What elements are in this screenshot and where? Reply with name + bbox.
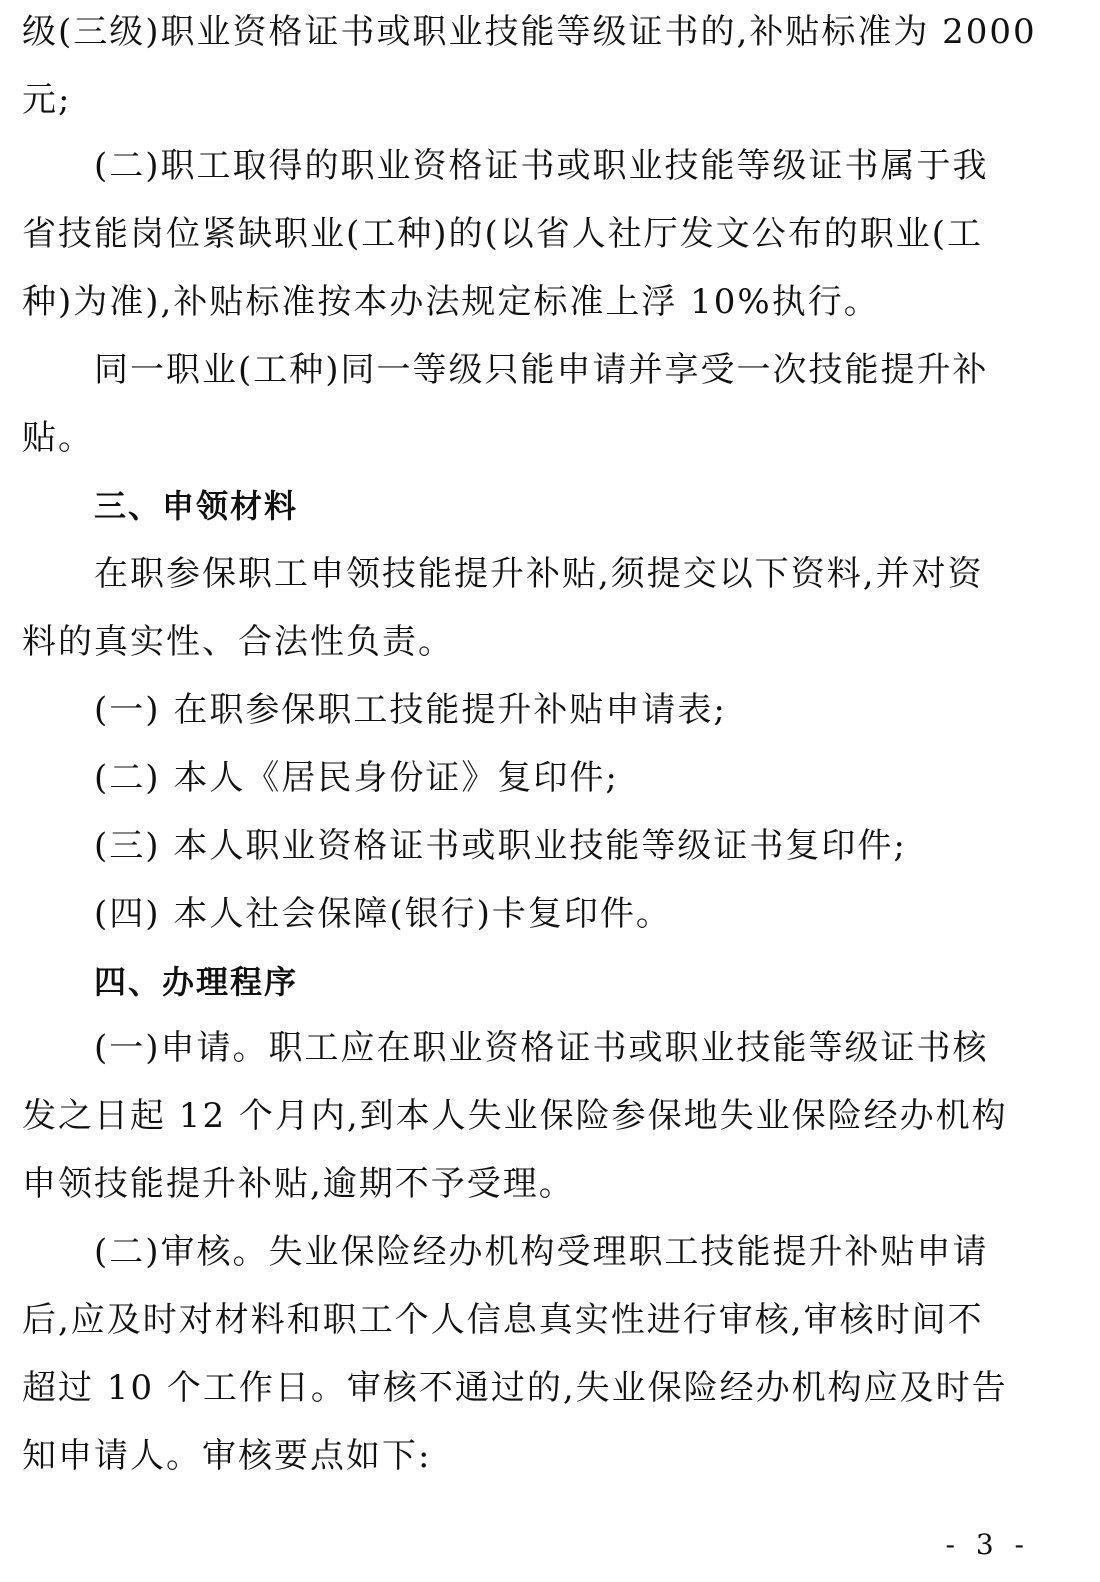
text-line: 知申请人。审核要点如下: xyxy=(22,1436,432,1476)
list-item: (三) 本人职业资格证书或职业技能等级证书复印件; xyxy=(94,826,907,866)
text-line: 种)为准),补贴标准按本办法规定标准上浮 10%执行。 xyxy=(22,282,880,322)
text-line: 在职参保职工申领技能提升补贴,须提交以下资料,并对资 xyxy=(94,554,984,594)
text-line: 贴。 xyxy=(22,418,94,458)
text-line: 同一职业(工种)同一等级只能申请并享受一次技能提升补 xyxy=(94,350,989,390)
text-line: (一)申请。职工应在职业资格证书或职业技能等级证书核 xyxy=(94,1028,989,1068)
list-item: (四) 本人社会保障(银行)卡复印件。 xyxy=(94,894,672,934)
text-line: 申领技能提升补贴,逾期不予受理。 xyxy=(22,1164,575,1204)
text-line: 发之日起 12 个月内,到本人失业保险参保地失业保险经办机构 xyxy=(22,1096,1008,1136)
text-line: 料的真实性、合法性负责。 xyxy=(22,622,454,662)
list-item: (二) 本人《居民身份证》复印件; xyxy=(94,758,619,798)
text-line: 省技能岗位紧缺职业(工种)的(以省人社厅发文公布的职业(工 xyxy=(22,214,984,254)
text-line: (二)审核。失业保险经办机构受理职工技能提升补贴申请 xyxy=(94,1232,989,1272)
page-number: - 3 - xyxy=(945,1528,1030,1561)
text-line: 元; xyxy=(22,80,72,120)
list-item: (一) 在职参保职工技能提升补贴申请表; xyxy=(94,690,727,730)
text-line: 级(三级)职业资格证书或职业技能等级证书的,补贴标准为 2000 xyxy=(22,12,1037,52)
text-line: 超过 10 个工作日。审核不通过的,失业保险经办机构应及时告 xyxy=(22,1368,1008,1408)
section-heading-procedure: 四、办理程序 xyxy=(94,963,299,1001)
section-heading-materials: 三、申领材料 xyxy=(94,487,299,525)
text-line: 后,应及时对材料和职工个人信息真实性进行审核,审核时间不 xyxy=(22,1300,984,1340)
text-line: (二)职工取得的职业资格证书或职业技能等级证书属于我 xyxy=(94,146,989,186)
